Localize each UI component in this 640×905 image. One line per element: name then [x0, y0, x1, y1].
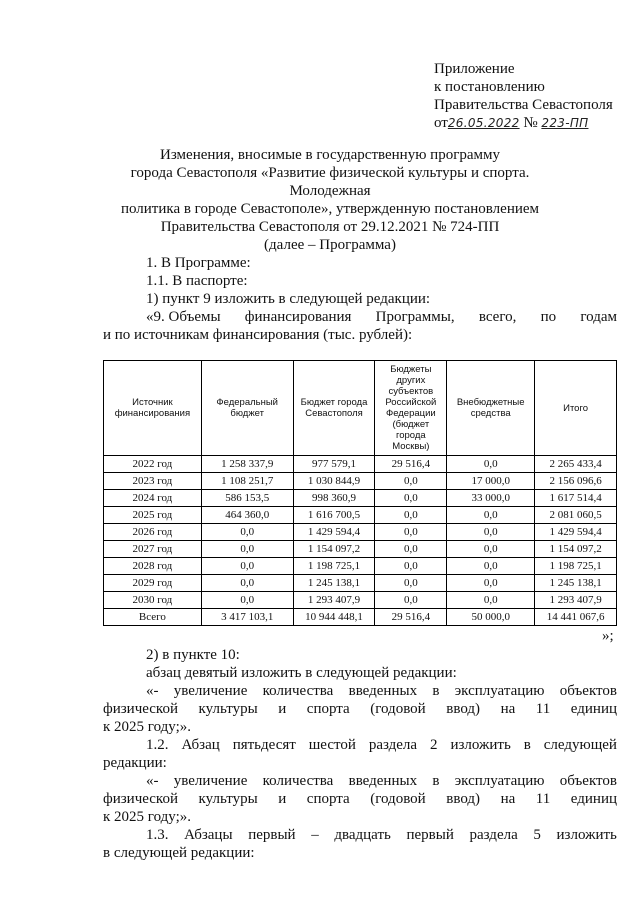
appendix-line: Правительства Севастополя	[434, 97, 613, 113]
table-cell: 1 245 138,1	[535, 575, 617, 592]
table-cell: 0,0	[201, 592, 293, 609]
table-row	[104, 473, 617, 490]
paragraph-1-3-line1	[146, 826, 617, 844]
title-line: (далее – Программа)	[264, 237, 396, 253]
table-cell: 2028 год	[104, 558, 202, 575]
word: первый	[406, 827, 454, 843]
table-row	[104, 592, 617, 609]
word: по	[540, 309, 557, 325]
table-cell: 3 417 103,1	[201, 609, 293, 626]
table-row	[104, 456, 617, 473]
appendix-block	[434, 60, 613, 132]
word: спорта	[306, 791, 350, 807]
table-cell: 0,0	[447, 558, 535, 575]
paragraph-9-line2: и по источникам финансирования (тыс. рублей):	[103, 327, 413, 343]
header-city: Бюджет города Севастополя	[293, 361, 375, 456]
table-cell: 0,0	[201, 575, 293, 592]
table-cell: 2 081 060,5	[535, 507, 617, 524]
closing-quote: »;	[602, 628, 614, 644]
word: 5	[533, 827, 541, 843]
table-cell: 0,0	[201, 541, 293, 558]
word: единиц	[570, 701, 617, 717]
table-cell: 1 293 407,9	[535, 592, 617, 609]
paragraph-9-line1	[146, 308, 617, 326]
table-row	[104, 507, 617, 524]
word: Программы,	[375, 309, 455, 325]
table-cell: 2029 год	[104, 575, 202, 592]
word: шестой	[308, 737, 356, 753]
table-cell: 1 258 337,9	[201, 456, 293, 473]
table-cell: 1 617 514,4	[535, 490, 617, 507]
word: в	[432, 773, 440, 789]
table-row	[104, 490, 617, 507]
table-row	[104, 558, 617, 575]
table-cell: 50 000,0	[447, 609, 535, 626]
table-cell: 14 441 067,6	[535, 609, 617, 626]
table-cell: 998 360,9	[293, 490, 375, 507]
financing-table	[103, 360, 617, 626]
table-row	[104, 575, 617, 592]
table-cell: 0,0	[447, 507, 535, 524]
table-cell: 1 616 700,5	[293, 507, 375, 524]
quote-2-line2	[103, 790, 617, 808]
title-line: города Севастополя «Развитие физической культуры и спорта. Молодежная	[130, 165, 530, 199]
word: первый	[248, 827, 296, 843]
word: введенных	[348, 773, 418, 789]
word: культуры	[198, 701, 258, 717]
word: изложить	[450, 737, 511, 753]
word: ввод)	[446, 701, 481, 717]
word: 11	[535, 701, 551, 717]
document-title	[100, 146, 560, 254]
word: и	[278, 791, 287, 807]
table-cell: 1 429 594,4	[535, 524, 617, 541]
table-cell: 29 516,4	[375, 609, 447, 626]
word: объектов	[559, 683, 617, 699]
word: на	[500, 701, 516, 717]
quote-1-line3: к 2025 году;».	[103, 719, 191, 735]
quote-2-line1	[146, 772, 617, 790]
table-cell: 0,0	[447, 575, 535, 592]
word: количества	[262, 683, 334, 699]
word: финансирования	[244, 309, 352, 325]
table-cell: 464 360,0	[201, 507, 293, 524]
table-cell: 29 516,4	[375, 456, 447, 473]
word: изложить	[556, 827, 617, 843]
table-cell: 2 156 096,6	[535, 473, 617, 490]
word: раздела	[469, 827, 518, 843]
table-cell: 1 429 594,4	[293, 524, 375, 541]
paragraph-1: 1. В Программе:	[146, 255, 251, 271]
appendix-line: Приложение	[434, 61, 515, 77]
paragraph-1-2-line2: редакции:	[103, 755, 167, 771]
paragraph-1-2-line1	[146, 736, 617, 754]
table-cell: 2024 год	[104, 490, 202, 507]
word: «9. Объемы	[146, 309, 221, 325]
table-cell: 2030 год	[104, 592, 202, 609]
word: и	[278, 701, 287, 717]
word: 11	[535, 791, 551, 807]
quote-1-line1	[146, 682, 617, 700]
word: всего,	[478, 309, 517, 325]
word: спорта	[306, 701, 350, 717]
table-cell: 1 198 725,1	[535, 558, 617, 575]
table-cell: 1 108 251,7	[201, 473, 293, 490]
number-prefix: №	[523, 115, 538, 131]
table-cell: 0,0	[375, 490, 447, 507]
table-cell: 0,0	[447, 592, 535, 609]
word: культуры	[198, 791, 258, 807]
word: эксплуатацию	[454, 683, 545, 699]
table-cell: 0,0	[447, 541, 535, 558]
title-line: Правительства Севастополя от 29.12.2021 № 724-ПП	[160, 219, 500, 235]
word: введенных	[348, 683, 418, 699]
word: физической	[103, 701, 178, 717]
handwritten-number: 223-ПП	[541, 116, 589, 130]
table-row	[104, 541, 617, 558]
word: количества	[262, 773, 334, 789]
table-cell: 0,0	[375, 541, 447, 558]
date-prefix: от	[434, 115, 448, 131]
table-cell: 33 000,0	[447, 490, 535, 507]
word: 2	[430, 737, 438, 753]
word: физической	[103, 791, 178, 807]
table-cell: 1 030 844,9	[293, 473, 375, 490]
title-line: Изменения, вносимые в государственную программу	[160, 147, 500, 163]
word: эксплуатацию	[454, 773, 545, 789]
table-cell: Всего	[104, 609, 202, 626]
header-other-regions: Бюджеты других субъектов Российской Федерации (бюджет города Москвы)	[375, 361, 447, 456]
quote-1-line2	[103, 700, 617, 718]
table-cell: 1 293 407,9	[293, 592, 375, 609]
title-line: политика в городе Севастополе», утвержденную постановлением	[120, 201, 540, 217]
handwritten-date: 26.05.2022	[447, 116, 520, 130]
paragraph-2-a: абзац девятый изложить в следующей редакции:	[146, 665, 457, 681]
paragraph-2: 2) в пункте 10:	[146, 647, 240, 663]
table-cell: 0,0	[375, 575, 447, 592]
word: (годовой	[370, 701, 426, 717]
table-cell: 2027 год	[104, 541, 202, 558]
table-cell: 2022 год	[104, 456, 202, 473]
word: увеличение	[173, 683, 248, 699]
table-cell: 0,0	[447, 524, 535, 541]
word: «-	[146, 683, 159, 699]
table-cell: 1 245 138,1	[293, 575, 375, 592]
word: (годовой	[370, 791, 426, 807]
appendix-date-line	[434, 114, 613, 132]
appendix-line: к постановлению	[434, 79, 545, 95]
table-cell: 10 944 448,1	[293, 609, 375, 626]
word: следующей	[543, 737, 617, 753]
table-cell: 1 154 097,2	[293, 541, 375, 558]
word: «-	[146, 773, 159, 789]
table-cell: 2023 год	[104, 473, 202, 490]
table-cell: 0,0	[447, 456, 535, 473]
word: в	[432, 683, 440, 699]
table-header-row	[104, 361, 617, 456]
table-cell: 0,0	[201, 558, 293, 575]
table-cell: 586 153,5	[201, 490, 293, 507]
paragraph-1-3-line2: в следующей редакции:	[103, 845, 255, 861]
word: раздела	[368, 737, 418, 753]
word: ввод)	[446, 791, 481, 807]
table-cell: 0,0	[375, 524, 447, 541]
table-cell: 2026 год	[104, 524, 202, 541]
word: –	[311, 827, 319, 843]
word: единиц	[570, 791, 617, 807]
table-total-row	[104, 609, 617, 626]
word: двадцать	[334, 827, 391, 843]
word: Абзац	[181, 737, 220, 753]
word: годам	[580, 309, 617, 325]
header-source: Источник финансирования	[104, 361, 202, 456]
word: 1.2.	[146, 737, 169, 753]
table-cell: 0,0	[201, 524, 293, 541]
word: пятьдесят	[232, 737, 296, 753]
word: увеличение	[173, 773, 248, 789]
quote-2-line3: к 2025 году;».	[103, 809, 191, 825]
word: в	[523, 737, 531, 753]
table-cell: 2 265 433,4	[535, 456, 617, 473]
table-cell: 977 579,1	[293, 456, 375, 473]
word: Абзацы	[184, 827, 233, 843]
table-cell: 0,0	[375, 473, 447, 490]
table-cell: 2025 год	[104, 507, 202, 524]
word: объектов	[559, 773, 617, 789]
paragraph-1-1: 1.1. В паспорте:	[146, 273, 248, 289]
header-extrabudget: Внебюджетные средства	[447, 361, 535, 456]
word: на	[500, 791, 516, 807]
header-federal: Федеральный бюджет	[201, 361, 293, 456]
header-total: Итого	[535, 361, 617, 456]
table-cell: 1 198 725,1	[293, 558, 375, 575]
table-cell: 0,0	[375, 592, 447, 609]
table-cell: 1 154 097,2	[535, 541, 617, 558]
table-cell: 17 000,0	[447, 473, 535, 490]
word: 1.3.	[146, 827, 169, 843]
table-cell: 0,0	[375, 507, 447, 524]
table-row	[104, 524, 617, 541]
paragraph-1-1-1: 1) пункт 9 изложить в следующей редакции:	[146, 291, 431, 307]
table-cell: 0,0	[375, 558, 447, 575]
